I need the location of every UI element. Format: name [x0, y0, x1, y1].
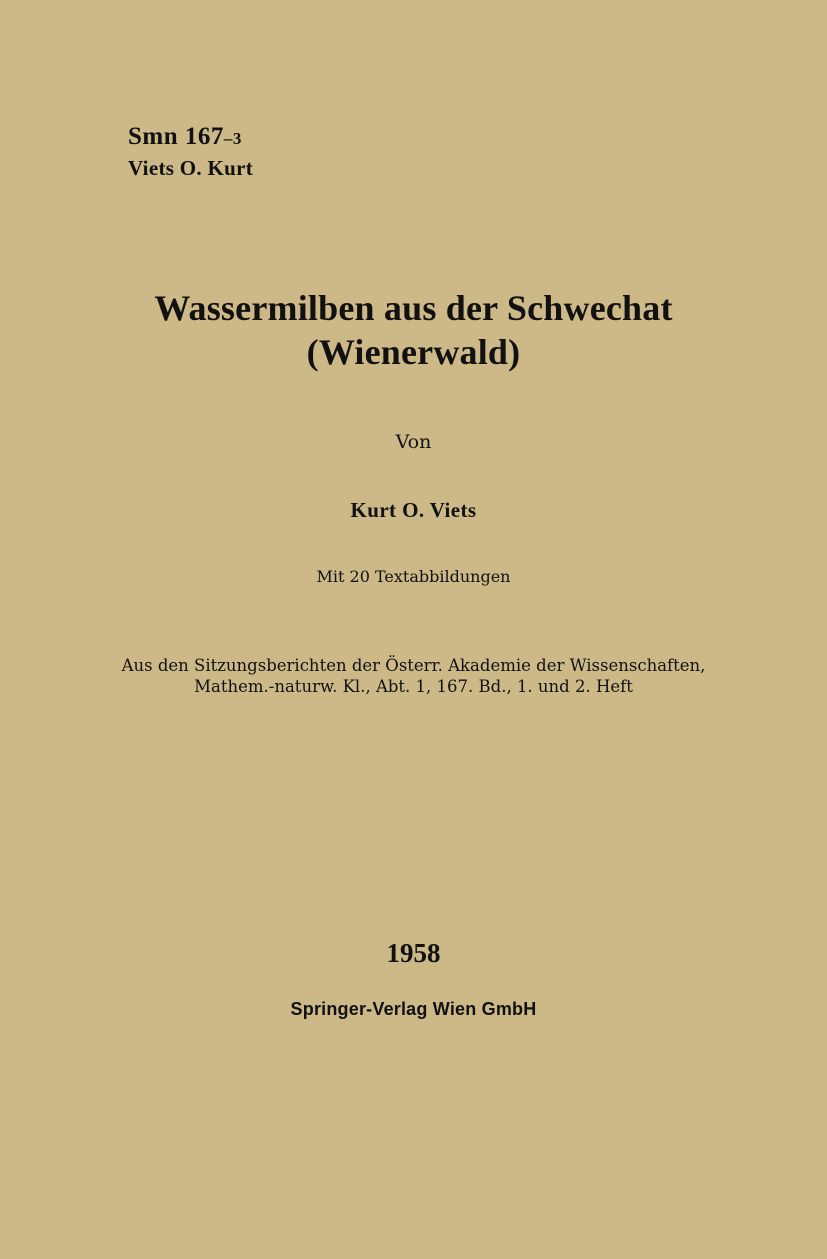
- author-name: Kurt O. Viets: [350, 498, 477, 522]
- illustrations-note: Mit 20 Textabbildungen: [316, 567, 511, 586]
- title-line-1: Wassermilben aus der Schwechat: [154, 288, 673, 328]
- page-title: [0, 286, 827, 374]
- source-citation: [0, 655, 827, 697]
- source-line-1: Aus den Sitzungsberichten der Österr. Akademie der Wissenschaften,: [121, 656, 706, 675]
- call-number-suffix: –3: [223, 129, 242, 148]
- title-line-2: (Wienerwald): [306, 332, 521, 372]
- publisher-name: Springer-Verlag Wien GmbH: [290, 999, 537, 1019]
- call-number-author: Viets O. Kurt: [128, 156, 254, 180]
- call-number: [128, 120, 242, 156]
- source-line-2: Mathem.-naturw. Kl., Abt. 1, 167. Bd., 1. und 2. Heft: [194, 677, 633, 696]
- call-number-main: Smn 167: [128, 123, 224, 150]
- by-line: Von: [395, 431, 432, 453]
- publication-year: 1958: [386, 938, 441, 968]
